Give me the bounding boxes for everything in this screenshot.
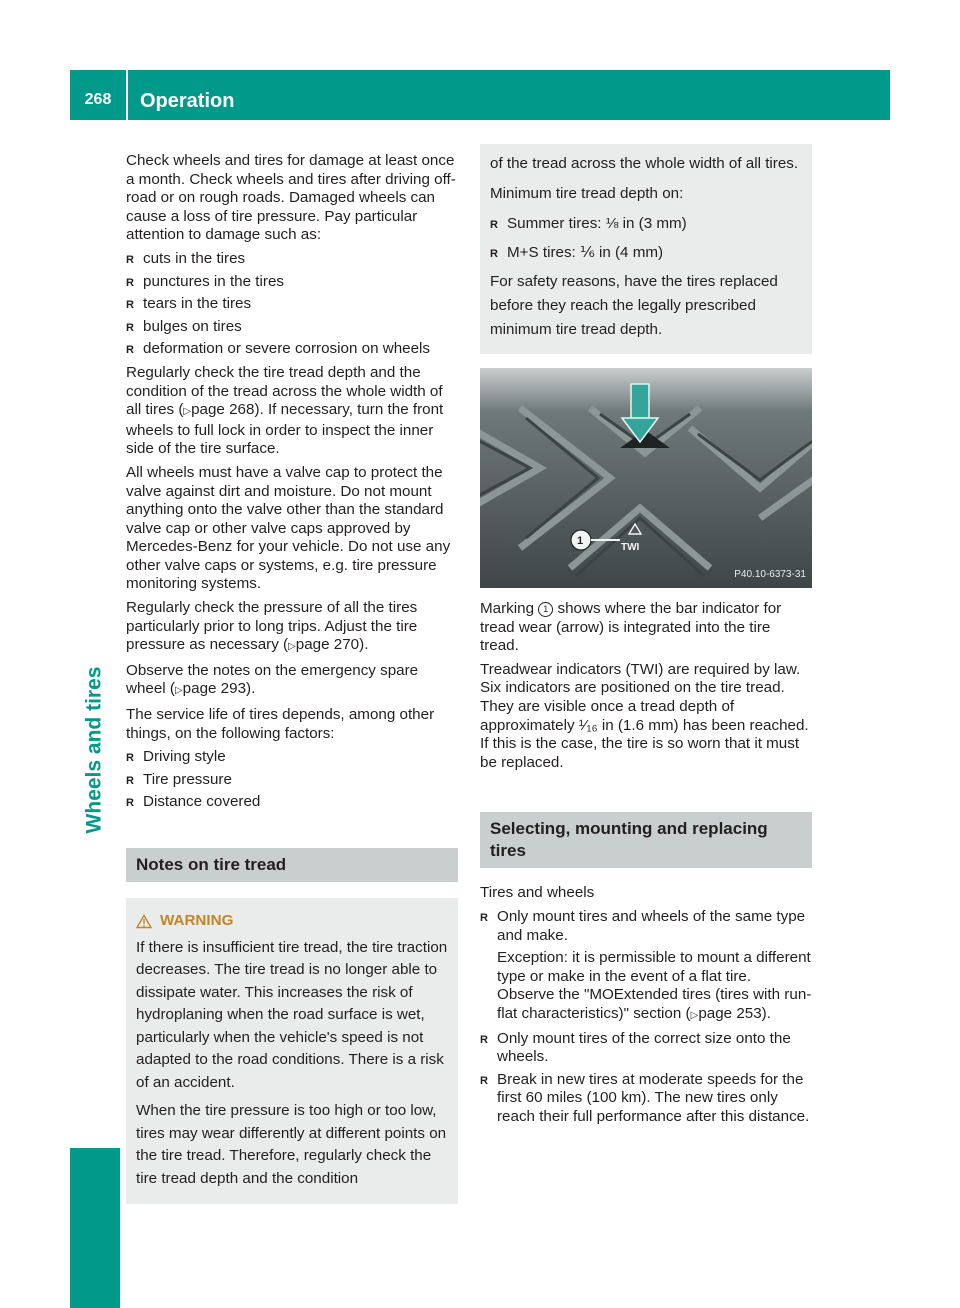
page-number: 268 bbox=[84, 91, 112, 109]
exception-paragraph: Exception: it is permissible to mount a different type or make in the event of a flat tire. Observe the "MOExtended tires (tires with run-flat characteristics)" section (▷page 253). bbox=[497, 949, 812, 1022]
mount-list bbox=[480, 908, 812, 1127]
list-item: R Distance covered bbox=[126, 793, 458, 812]
list-item: R Only mount tires and wheels of the same type and make. Exception: it is permissible to mount a different type or make in the event of a flat tire. Observe the "MOExtended tires (tires with run-flat characteristics)" section (▷page 253). bbox=[480, 908, 812, 1026]
min-depth-intro: Minimum tire tread depth on: bbox=[490, 185, 684, 202]
side-tab-label: Wheels and tires bbox=[82, 666, 106, 834]
list-item: R deformation or severe corrosion on wheels bbox=[126, 340, 458, 359]
figure-marker: 1 bbox=[577, 535, 584, 547]
page-reference-link[interactable]: page 270 bbox=[295, 636, 360, 654]
warning-text: When the tire pressure is too high or too low, tires may wear differently at different points on the tire tread. Therefore, regularly check the tire tread depth and the condition bbox=[136, 1102, 447, 1187]
figure-twi-label: TWI bbox=[621, 542, 640, 553]
spare-wheel-paragraph: Observe the notes on the emergency spare wheel (▷page 293). bbox=[126, 661, 419, 698]
warning-text: of the tread across the whole width of all tires. bbox=[490, 155, 799, 172]
tires-wheels-label: Tires and wheels bbox=[480, 884, 595, 902]
tire-tread-illustration bbox=[480, 368, 812, 588]
service-life-paragraph: The service life of tires depends, among other things, on the following factors: bbox=[126, 706, 435, 742]
page-reference-link[interactable]: page 268 bbox=[191, 401, 255, 419]
triangle-right-icon: ▷ bbox=[690, 1009, 699, 1021]
figure-code: P40.10-6373-31 bbox=[734, 569, 806, 581]
list-item: R punctures in the tires bbox=[126, 273, 458, 292]
side-tab-block bbox=[70, 1148, 120, 1308]
depth-list bbox=[490, 212, 802, 265]
intro-paragraph: Check wheels and tires for damage at least once a month. Check wheels and tires after driving off-road or on rough roads. Damaged wheels can cause a loss of tire pressure. Pay particular attention to damage such as: bbox=[126, 152, 456, 244]
triangle-right-icon: ▷ bbox=[174, 685, 183, 697]
heading-mounting: Selecting, mounting and replacing tires bbox=[480, 812, 812, 868]
heading-tire-tread: Notes on tire tread bbox=[126, 848, 458, 882]
callout-number: 1 bbox=[538, 602, 553, 617]
damage-list bbox=[126, 250, 458, 359]
warning-box-continued bbox=[480, 144, 812, 354]
list-item: R Driving style bbox=[126, 748, 458, 767]
tire-tread-figure bbox=[480, 368, 812, 588]
page-reference-link[interactable]: page 253 bbox=[698, 1004, 762, 1022]
factor-list bbox=[126, 748, 458, 812]
tread-check-paragraph: Regularly check the tire tread depth and the condition of the tread across the whole width of all tires (▷page 268). If necessary, turn the front wheels to full lock in order to inspect the inner side of the tire surface. bbox=[126, 363, 444, 458]
page-reference-link[interactable]: page 293 bbox=[182, 680, 247, 698]
warning-triangle-icon bbox=[136, 914, 152, 929]
warning-box bbox=[126, 898, 458, 1204]
left-column bbox=[126, 152, 458, 1204]
side-tab bbox=[70, 600, 120, 900]
list-item: R M+S tires: ⅙ in (4 mm) bbox=[490, 241, 802, 265]
triangle-right-icon: ▷ bbox=[183, 406, 192, 418]
list-item: R Summer tires: ⅛ in (3 mm) bbox=[490, 212, 802, 236]
list-item: R Tire pressure bbox=[126, 771, 458, 790]
list-item: R cuts in the tires bbox=[126, 250, 458, 269]
marking-paragraph: Marking 1 shows where the bar indicator for tread wear (arrow) is integrated into the tire tread. bbox=[480, 600, 782, 655]
list-item: R tears in the tires bbox=[126, 295, 458, 314]
triangle-right-icon: ▷ bbox=[288, 641, 296, 653]
header-divider bbox=[126, 70, 128, 120]
valve-cap-paragraph: All wheels must have a valve cap to protect the valve against dirt and moisture. Do not mount anything onto the valve other than the standard valve cap or other valve caps approved by Mercedes-Benz for your vehicle. Do not use any other valve caps or systems, e.g. tire pressure monitoring systems. bbox=[126, 463, 451, 593]
warning-label: WARNING bbox=[160, 912, 234, 929]
pressure-paragraph: Regularly check the pressure of all the tires particularly prior to long trips. Adjust the tire pressure as necessary (▷page 270). bbox=[126, 599, 418, 654]
right-column bbox=[480, 152, 812, 1131]
section-title: Operation bbox=[140, 90, 235, 113]
twi-paragraph: Treadwear indicators (TWI) are required by law. Six indicators are positioned on the tire tread. They are visible once a tread depth of approximately ¹⁄₁₆ in (1.6 mm) has been reached. If this is the case, the tire is so worn that it must be replaced. bbox=[480, 660, 809, 771]
warning-text: If there is insufficient tire tread, the tire traction decreases. The tire tread is no longer able to dissipate water. This increases the risk of hydroplaning when the road surface is wet, particularly when the vehicle's speed is not adapted to the road conditions. There is a risk of an accident. bbox=[136, 938, 448, 1091]
list-item: R Only mount tires of the correct size onto the wheels. bbox=[480, 1030, 812, 1067]
warning-header bbox=[136, 910, 448, 933]
list-item: R Break in new tires at moderate speeds for the first 60 miles (100 km). The new tires only reach their full performance after this distance. bbox=[480, 1071, 812, 1127]
safety-text: For safety reasons, have the tires replaced before they reach the legally prescribed minimum tire tread depth. bbox=[490, 273, 778, 338]
list-item: R bulges on tires bbox=[126, 318, 458, 337]
